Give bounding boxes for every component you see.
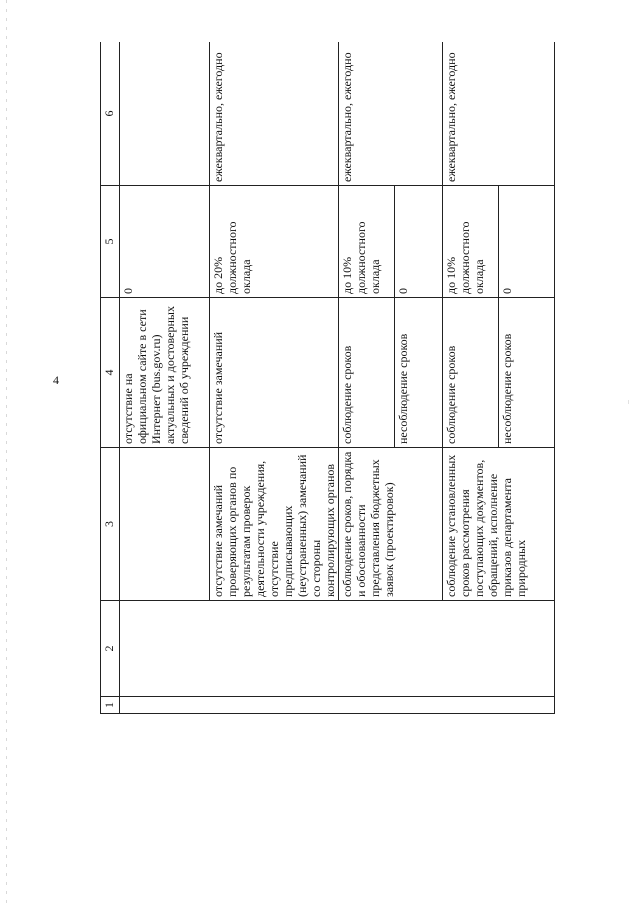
header-col-3: 3: [101, 448, 120, 601]
header-col-6: 6: [101, 42, 120, 186]
cell-period: [120, 42, 210, 186]
cell-col-1: [120, 697, 555, 714]
header-col-2: 2: [101, 601, 120, 697]
scan-edge-left: [6, 0, 7, 905]
cell-criterion: соблюдение установленных сроков рассмотрения поступающих документов, обращений, исполнение приказов департамента природных: [443, 448, 555, 601]
cell-amount: до 10% должностного оклада: [443, 186, 499, 298]
cell-amount: 0: [120, 186, 210, 298]
cell-amount: до 10% должностного оклада: [339, 186, 395, 298]
criteria-table: [100, 42, 555, 714]
cell-indicator: несоблюдение сроков: [499, 298, 555, 448]
cell-criterion: [120, 448, 210, 601]
cell-indicator: соблюдение сроков: [339, 298, 395, 448]
cell-col-2: [120, 601, 555, 697]
cell-indicator: отсутствие на официальном сайте в сети Интернет (bus.gov.ru) актуальных и достоверных сведений об учреждении: [120, 298, 210, 448]
cell-period: ежеквартально, ежегодно: [339, 42, 443, 186]
header-col-4: 4: [101, 298, 120, 448]
cell-amount: до 20% должностного оклада: [210, 186, 339, 298]
header-col-1: 1: [101, 697, 120, 714]
cell-period: ежеквартально, ежегодно: [210, 42, 339, 186]
cell-indicator: отсутствие замечаний: [210, 298, 339, 448]
cell-amount: 0: [395, 186, 443, 298]
cell-indicator: соблюдение сроков: [443, 298, 499, 448]
cell-amount: 0: [499, 186, 555, 298]
cell-indicator: несоблюдение сроков: [395, 298, 443, 448]
cell-criterion: отсутствие замечаний проверяющих органов по результатам проверок деятельности учреждения, отсутствие предписывающих (неустраненных) замечаний со стороны контролирующих органов: [210, 448, 339, 601]
cell-period: ежеквартально, ежегодно: [443, 42, 555, 186]
header-row: [101, 42, 120, 714]
page-number: 4: [53, 373, 59, 387]
cell-criterion: соблюдение сроков, порядка и обоснованности представления бюджетных заявок (проектировок): [339, 448, 443, 601]
rotated-table-frame: [100, 42, 590, 714]
table-row: [120, 42, 210, 714]
rotated-sheet: [100, 42, 590, 714]
header-col-5: 5: [101, 186, 120, 298]
scan-edge-right: [628, 0, 629, 905]
